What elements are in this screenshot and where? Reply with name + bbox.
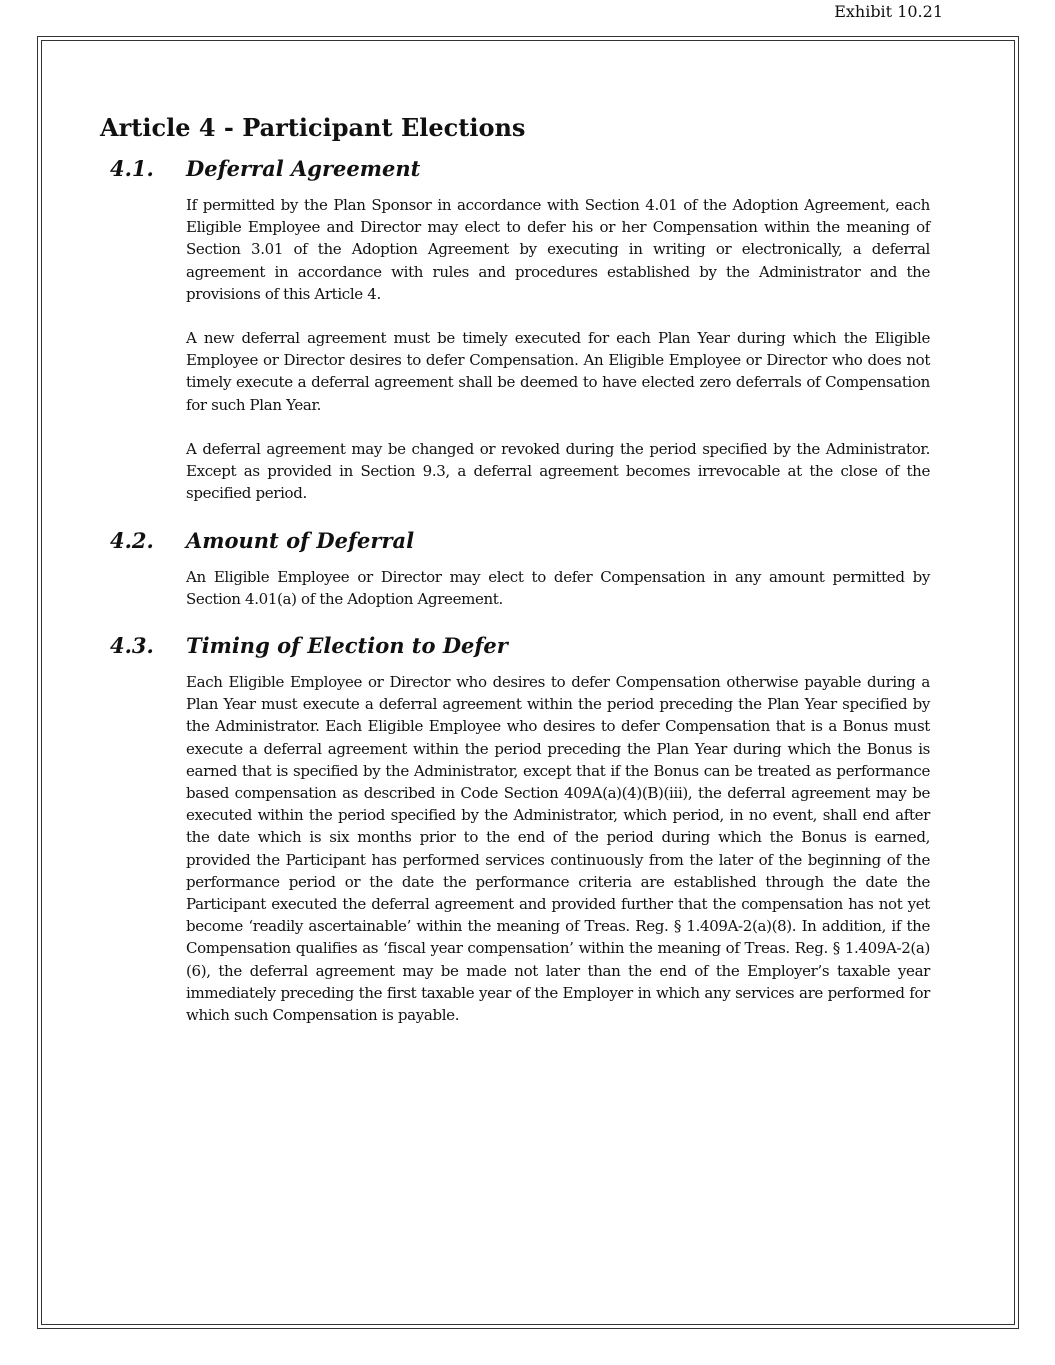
paragraph: An Eligible Employee or Director may elect to defer Compensation in any amount permitted by Section 4.01(a) of the Adoption Agreement. [186,568,930,609]
section-title: Deferral Agreement [186,156,421,181]
section-heading-4-2 [110,527,414,555]
section-body-4-1 [186,194,930,504]
section-title: Amount of Deferral [186,528,415,553]
section-body-4-2 [186,566,930,610]
article-title: Article 4 - Participant Elections [100,113,526,142]
section-heading-4-3 [110,632,508,660]
exhibit-label: Exhibit 10.21 [834,2,943,21]
paragraph: A new deferral agreement must be timely executed for each Plan Year during which the Eligible Employee or Director desires to defer Compensation. An Eligible Employee or Director who does not timely execute a deferral agreement shall be deemed to have elected zero deferrals of Compensation for such Plan Year. [186,329,930,414]
section-number: 4.1. [110,156,154,181]
paragraph: Each Eligible Employee or Director who desires to defer Compensation otherwise payable during a Plan Year must execute a deferral agreement within the period preceding the Plan Year specified by the Administrator. Each Eligible Employee who desires to defer Compensation that is a Bonus must execute a deferral agreement within the period preceding the Plan Year during which the Bonus is earned that is specified by the Administrator, except that if the Bonus can be treated as performance based compensation as described in Code Section 409A(a)(4)(B)(iii), the deferral agreement may be executed within the period specified by the Administrator, which period, in no event, shall end after the date which is six months prior to the end of the period during which the Bonus is earned, provided the Participant has performed services continuously from the later of the beginning of the performance period or the date the performance criteria are established through the date the Participant executed the deferral agreement and provided further that the compensation has not yet become ‘readily ascertainable’ within the meaning of Treas. Reg. § 1.409A-2(a)(8). In addition, if the Compensation qualifies as ‘fiscal year compensation’ within the meaning of Treas. Reg. § 1.409A-2(a)(6), the deferral agreement may be made not later than the end of the Employer’s taxable year immediately preceding the first taxable year of the Employer in which any services are performed for which such Compensation is payable. [186,673,930,1025]
section-number: 4.2. [110,528,154,553]
section-heading-4-1 [110,155,420,183]
paragraph: A deferral agreement may be changed or revoked during the period specified by the Administrator. Except as provided in Section 9.3, a deferral agreement becomes irrevocable at the close of the specified period. [186,439,930,503]
section-title: Timing of Election to Defer [186,633,508,658]
paragraph: If permitted by the Plan Sponsor in accordance with Section 4.01 of the Adoption Agreement, each Eligible Employee and Director may elect to defer his or her Compensation within the meaning of Section 3.01 of the Adoption Agreement by executing in writing or electronically, a deferral agreement in accordance with rules and procedures established by the Administrator and the provisions of this Article 4. [186,196,930,303]
section-body-4-3 [186,671,930,1026]
section-number: 4.3. [110,633,154,658]
